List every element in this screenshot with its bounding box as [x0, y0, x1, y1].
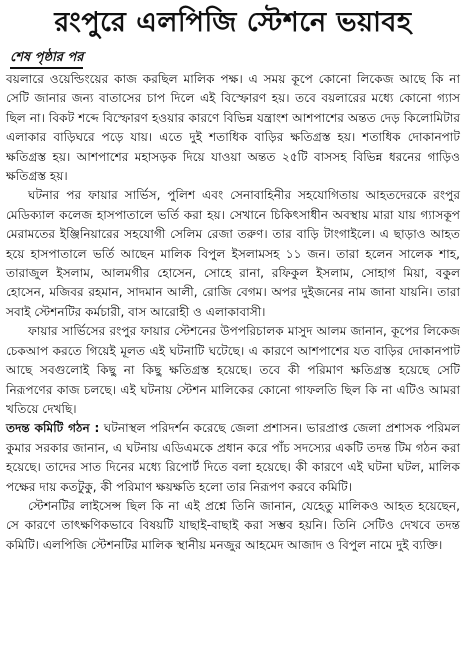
paragraph-4-text: ঘটনাস্থল পরিদর্শন করেছে জেলা প্রশাসন। ভারপ্রাপ্ত জেলা প্রশাসক পরিমল কুমার সরকার জানান, এ ঘটনায় এডিএমকে প্রধান করে পাঁচ সদস্যের একটি তদন্ত টিম গঠন করা হয়েছে। তাদের সাত দিনের মধ্যে রিপোর্ট দিতে বলা হয়েছে। কী কারণে এই ঘটনা ঘটল, মালিক পক্ষের দায় কতটুকু, কী পরিমাণ ক্ষয়ক্ষতি হলো তার নিরূপণ করবে কমিটি।: [6, 421, 460, 494]
headline: রংপুরে এলপিজি স্টেশনে ভয়াবহ: [54, 7, 412, 38]
article-body: [6, 70, 460, 555]
continued-from-label: শেষ পৃষ্ঠার পর: [10, 49, 83, 69]
paragraph-5: স্টেশনটির লাইসেন্স ছিল কি না এই প্রশ্নে তিনি জানান, যেহেতু মালিকও আহত হয়েছেন, সে কারণে তাৎক্ষণিকভাবে বিষয়টি যাছাই-বাছাই করা সম্ভব হয়নি। তিনি সেটিও দেখবে তদন্ত কমিটি। এলপিজি স্টেশনটির মালিক স্থানীয় মনজুর আহমেদ আজাদ ও বিপুল নামে দুই ব্যক্তি।: [6, 498, 460, 552]
paragraph-2: ঘটনার পর ফায়ার সার্ভিস, পুলিশ এবং সেনাবাহিনীর সহযোগিতায় আহতদেরকে রংপুর মেডিক্যাল কলেজ হাসপাতালে ভর্তি করা হয়। সেখানে চিকিৎসাধীন অবস্থায় মারা যায় গ্যাসকূপ মেরামতের ইঞ্জিনিয়ারের সহযোগী সেলিম রেজা তরুণ। তার বাড়ি টাংগাইলে। এ ছাড়াও আহত হয়ে হাসপাতালে ভর্তি আছেন মালিক বিপুল ইসলামসহ ১১ জন। তারা হলেন সালেক শাহ, তারাজুল ইসলাম, আলমগীর হোসেন, সোহে রানা, রফিকুল ইসলাম, সোহাগ মিয়া, বকুল হোসেন, মজিবর রহমান, সাদমান আলী, রোজি বেগম। অপর দুইজনের নাম জানা যায়নি। তারা সবাই স্টেশনটির কর্মচারী, বাস আরোহী ও এলাকাবাসী।: [6, 188, 460, 319]
subhead-investigation-committee: তদন্ত কমিটি গঠন :: [6, 421, 100, 436]
paragraph-3: ফায়ার সার্ভিসের রংপুর ফায়ার স্টেশনের উপপরিচালক মাসুদ আলম জানান, কূপের লিকেজ চেকআপ করতে গিয়েই মূলত এই ঘটনাটি ঘটেছে। এ কারণে আশপাশের যত বাড়ির দোকানপাট আছে সবগুলোই কিছু না কিছু ক্ষতিগ্রস্ত হয়েছে। তবে কী পরিমাণ ক্ষতিগ্রস্ত হয়েছে সেটি নিরূপণের কাজ চলছে। এই ঘটনায় স্টেশন মালিকের কোনো গাফলতি ছিল কি না এটিও আমরা খতিয়ে দেখছি।: [6, 324, 460, 416]
paragraph-1: বয়লারে ওয়েল্ডিংয়ের কাজ করছিল মালিক পক্ষ। এ সময় কূপে কোনো লিকেজ আছে কি না সেটি জানার জন্য বাতাসের চাপ দিলে এই বিস্ফোরণ হয়। তবে বয়লারের মধ্যে কোনো গ্যাস ছিল না। বিকট শব্দে বিস্ফোরণ হওয়ার কারণে বিভিন্ন যন্ত্রাংশ আশপাশের অন্তত দেড় কিলোমিটার এলাকার বাড়িঘরে পড়ে যায়। এতে দুই শতাধিক বাড়ির ক্ষতিগ্রস্ত হয়। শতাধিক দোকানপাট ক্ষতিগ্রস্ত হয়। আশপাশের মহাসড়ক দিয়ে যাওয়া অন্তত ২৫টি বাসসহ বিভিন্ন ধরনের গাড়িও ক্ষতিগ্রস্ত হয়।: [6, 72, 460, 184]
paragraph-4: [6, 419, 460, 497]
